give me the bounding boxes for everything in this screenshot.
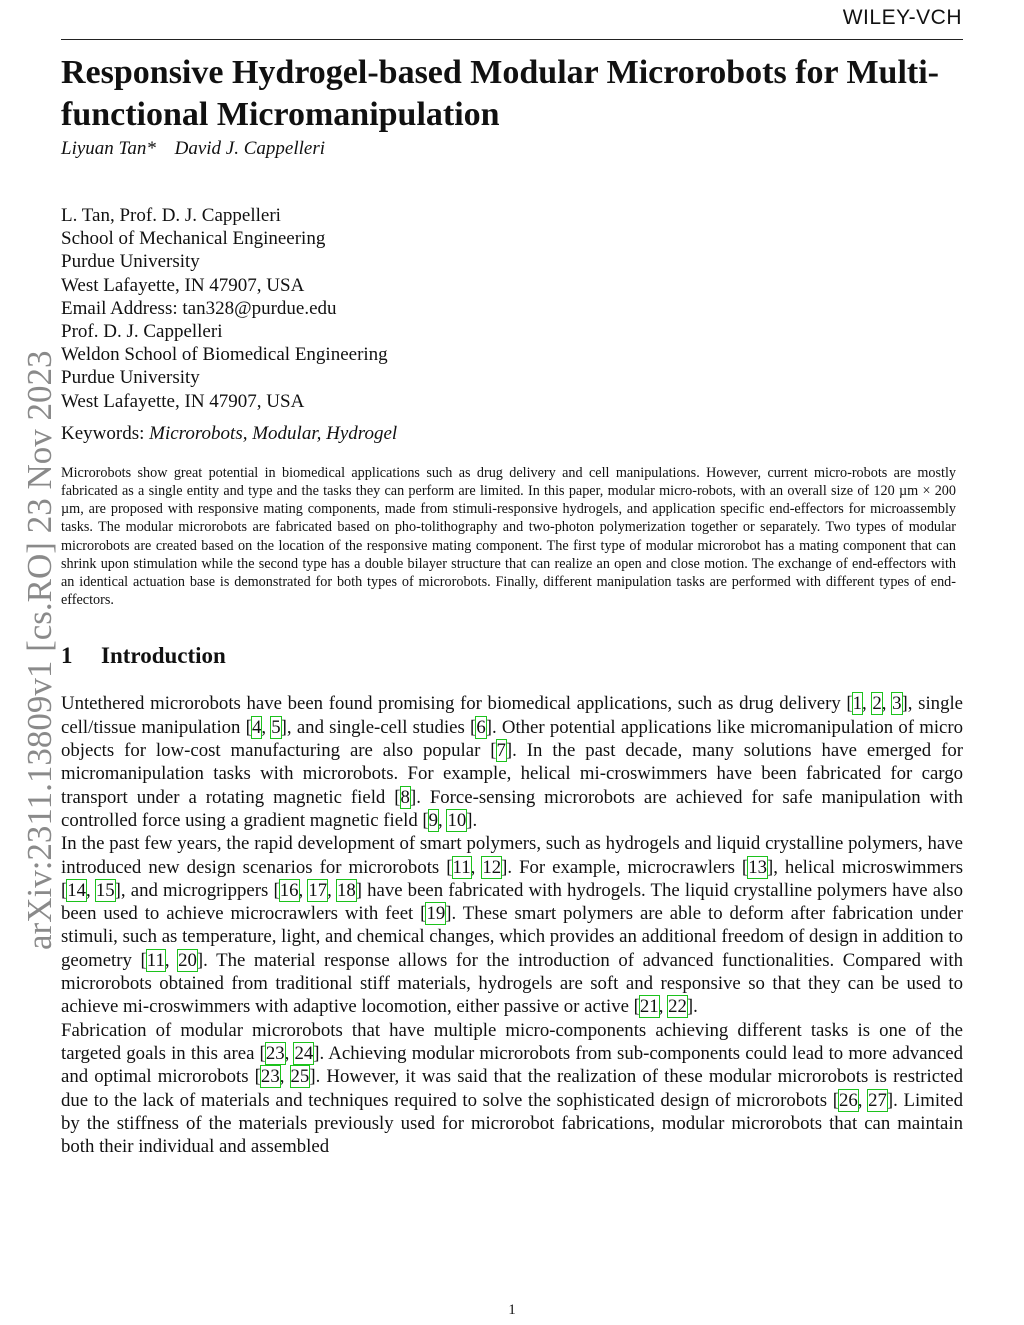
citation-link[interactable]: 18 — [336, 879, 356, 901]
paragraph-text: ]. Force-sensing microrobots are achieved for safe manipulation with controlled force using a gradient magnetic field [ — [61, 786, 963, 831]
paragraph-text: , — [261, 716, 272, 738]
citation-link[interactable]: 13 — [748, 856, 767, 878]
citation-link[interactable]: 26 — [839, 1089, 858, 1111]
author-list — [61, 138, 971, 160]
intro-paragraph — [61, 1019, 963, 1159]
intro-paragraph — [61, 692, 963, 832]
paper-body — [61, 52, 971, 1158]
affiliation-line: West Lafayette, IN 47907, USA — [61, 274, 305, 296]
section-number: 1 — [61, 643, 73, 669]
paragraph-text: ]. In the past decade, many solutions have emerged for micromanipulation tasks with microrobots. For example, helical mi-croswimmers have been fabricated for cargo transport under a rotating magnetic field [ — [61, 740, 963, 808]
affiliation-line: Email Address: tan328@purdue.edu — [61, 297, 337, 319]
paragraph-text: ]. For example, microcrawlers [ — [501, 856, 749, 878]
affiliation-line: West Lafayette, IN 47907, USA — [61, 390, 305, 412]
citation-link[interactable]: 23 — [260, 1066, 280, 1088]
citation-link[interactable]: 24 — [294, 1042, 314, 1064]
paragraph-text: , — [862, 693, 873, 715]
section-heading — [61, 643, 971, 669]
citation-link[interactable]: 6 — [476, 716, 486, 738]
author-name: Liyuan Tan* — [61, 138, 156, 159]
affiliation-line: Weldon School of Biomedical Engineering — [61, 344, 388, 366]
keywords-label: Keywords: — [61, 422, 145, 444]
paper-title: Responsive Hydrogel-based Modular Microrobots for Multi-functional Micromanipulation — [61, 54, 940, 133]
paragraph-text: Fabrication of modular microrobots that have multiple micro-components achieving different tasks is one of the targeted goals in this area [ — [61, 1019, 963, 1064]
paragraph-text: ]. Achieving modular microrobots from sub-components could lead to more advanced and optimal microrobots [ — [61, 1042, 963, 1088]
paragraph-text: ], helical microswimmers [ — [61, 856, 964, 901]
citation-link[interactable]: 25 — [290, 1066, 310, 1088]
citation-link[interactable]: 23 — [265, 1042, 285, 1064]
paragraph-text: Untethered microrobots have been found promising for biomedical applications, such as drug delivery [ — [61, 693, 853, 715]
citation-link[interactable]: 4 — [251, 716, 262, 738]
citation-link[interactable]: 3 — [892, 693, 902, 715]
publisher-logo: WILEY-VCH — [842, 6, 962, 29]
paragraph-text: ], single cell/tissue manipulation [ — [61, 693, 964, 738]
citation-link[interactable]: 1 — [852, 693, 863, 715]
page-number: 1 — [508, 1302, 516, 1318]
affiliation-line: School of Mechanical Engineering — [61, 228, 326, 250]
paragraph-text: ]. The material response allows for the introduction of advanced functionalities. Compared with microrobots obtained from traditional stiff materials, hydrogels are soft and responsive so that they can be used to achieve mi-croswimmers with adaptive locomotion, either passive or active [ — [61, 949, 963, 1018]
citation-link[interactable]: 21 — [639, 996, 659, 1018]
intro-paragraph — [61, 832, 963, 1018]
keywords-value: Microrobots, Modular, Hydrogel — [149, 422, 398, 444]
citation-link[interactable]: 12 — [482, 856, 502, 878]
arxiv-sidebar: arXiv:2311.13809v1 [cs.RO] 23 Nov 2023 — [20, 350, 59, 950]
section-title: Introduction — [101, 643, 226, 669]
citation-link[interactable]: 9 — [428, 809, 439, 831]
affiliations — [61, 204, 971, 413]
citation-link[interactable]: 19 — [426, 903, 446, 925]
citation-link[interactable]: 8 — [400, 786, 410, 808]
paragraph-text: ]. These smart polymers are able to deform after fabrication under stimuli, such as temperature, light, and chemical changes, which provides an additional freedom of design in addition to geometry [ — [61, 903, 963, 971]
paragraph-text: , — [164, 949, 179, 971]
paragraph-text: , — [298, 879, 309, 901]
paragraph-text: ], and single-cell studies [ — [280, 716, 477, 738]
paragraph-text: ], and microgrippers [ — [114, 879, 280, 901]
paragraph-text: , — [658, 996, 669, 1018]
affiliation-line: Purdue University — [61, 251, 200, 273]
introduction-text — [61, 692, 963, 1158]
paragraph-text: In the past few years, the rapid development of smart polymers, such as hydrogels and liquid crystalline polymers, have introduced new design scenarios for microrobots [ — [61, 833, 963, 878]
citation-link[interactable]: 27 — [868, 1089, 887, 1111]
keywords — [61, 423, 971, 445]
paragraph-text: , — [284, 1042, 295, 1064]
paragraph-text: , — [470, 856, 483, 878]
citation-link[interactable]: 22 — [668, 996, 687, 1018]
citation-link[interactable]: 10 — [447, 809, 467, 831]
paragraph-text: , — [881, 693, 893, 715]
citation-link[interactable]: 11 — [146, 949, 165, 971]
paragraph-text: , — [327, 879, 337, 901]
affiliation-line: Purdue University — [61, 367, 200, 389]
citation-link[interactable]: 15 — [95, 879, 115, 901]
paragraph-text: ] have been fabricated with hydrogels. The liquid crystalline polymers have also been used to achieve microcrawlers with feet [ — [61, 879, 964, 925]
citation-link[interactable]: 17 — [308, 879, 328, 901]
affiliation-line: L. Tan, Prof. D. J. Cappelleri — [61, 205, 281, 226]
paragraph-text: ]. Limited by the stiffness of the materials previously used for microrobot fabrications, modular microrobots that can maintain both their individual and assembled — [61, 1089, 963, 1158]
citation-link[interactable]: 5 — [271, 716, 281, 738]
paragraph-text: ]. — [686, 996, 698, 1018]
citation-link[interactable]: 16 — [279, 879, 299, 901]
paragraph-text: ]. However, it was said that the realization of these modular microrobots is restricted due to the lack of materials and techniques required to solve the sophisticated design of microrobots [ — [61, 1066, 963, 1111]
citation-link[interactable]: 14 — [67, 879, 87, 901]
citation-link[interactable]: 2 — [872, 693, 882, 715]
paragraph-text: , — [279, 1066, 291, 1088]
affiliation-line: Prof. D. J. Cappelleri — [61, 321, 223, 343]
header-rule — [61, 39, 963, 40]
citation-link[interactable]: 20 — [178, 949, 197, 971]
citation-link[interactable]: 11 — [452, 856, 471, 878]
abstract: Microrobots show great potential in biomedical applications such as drug delivery and cell manipulations. However, current micro-robots are mostly fabricated as a single entity and type and the tasks they can perform are limited. In this paper, modular micro-robots, with an overall size of 120 µm × 200 µm, are proposed with responsive mating components, made from stimuli-responsive hydrogels, and application specific end-effectors for microassembly tasks. The modular microrobots are fabricated based on pho-tolithography and two-photon polymerization together or separately. Two types of modular microrobots are created based on the location of the responsive mating component. The first type of modular microrobot has a mating component that can shrink upon stimulation while the second type has a double bilayer structure that can realize an open and close motion. The exchange of end-effectors with an identical actuation base is demonstrated for both types of microrobots. Finally, different manipulation tasks are performed with different types of end-effectors. — [61, 464, 956, 609]
paragraph-text: , — [857, 1089, 869, 1111]
paragraph-text: ]. Other potential applications like micromanipulation of micro objects for low-cost manufacturing are also popular [ — [61, 716, 964, 762]
author-name: David J. Cappelleri — [174, 138, 325, 159]
citation-link[interactable]: 7 — [496, 740, 506, 762]
paragraph-text: , — [438, 809, 448, 831]
paragraph-text: ]. — [466, 809, 478, 831]
paragraph-text: , — [86, 879, 96, 901]
